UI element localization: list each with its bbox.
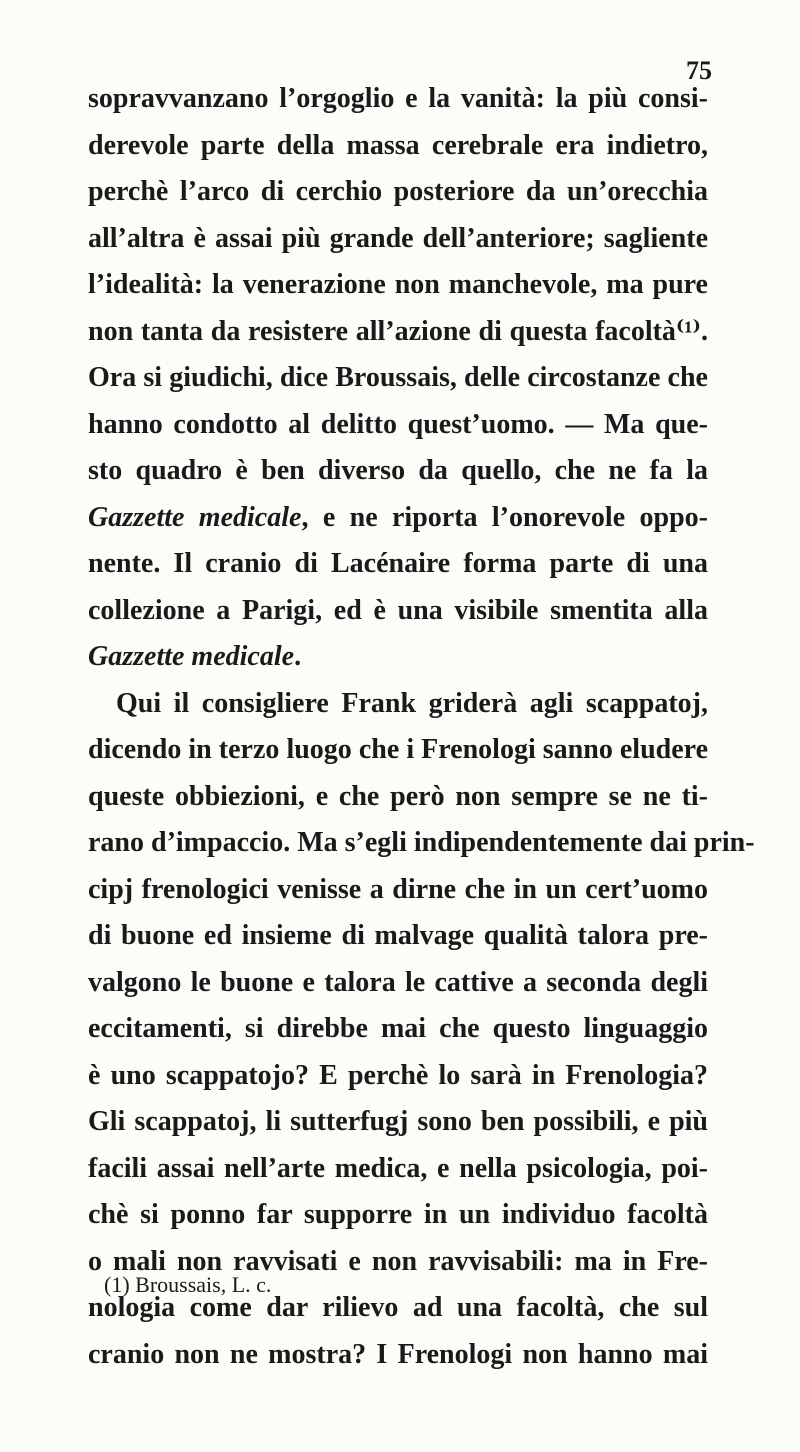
text-line: o mali non ravvisati e non ravvisabili: ma in Fre- <box>88 1245 708 1277</box>
text-line: chè si ponno far supporre in un individuo facoltà <box>88 1199 708 1230</box>
text-line: all’altra è assai più grande dell’anteriore; sagliente <box>88 222 708 254</box>
text-line: sopravvanzano l’orgoglio e la vanità: la più consi- <box>88 83 708 114</box>
text-line: è uno scappatojo? E perchè lo sarà in Frenologia? <box>88 1059 708 1091</box>
text-line: derevole parte della massa cerebrale era indietro, <box>88 129 708 161</box>
text-line: di buone ed insieme di malvage qualità talora pre- <box>88 920 708 951</box>
text-line: cranio non ne mostra? I Frenologi non hanno mai <box>88 1338 708 1370</box>
text-line: hanno condotto al delitto quest’uomo. — Ma que- <box>88 408 708 440</box>
text-line: non tanta da resistere all’azione di questa facoltà⁽¹⁾. <box>88 315 708 347</box>
text-line: nente. Il cranio di Lacénaire forma parte di una <box>88 548 708 579</box>
text-line: eccitamenti, si direbbe mai che questo linguaggio <box>88 1013 708 1044</box>
text-line: Ora si giudichi, dice Broussais, delle circostanze che <box>88 362 708 393</box>
text-line: Gazzette medicale. <box>88 641 302 672</box>
text-line: nologia come dar rilievo ad una facoltà, che sul <box>88 1292 708 1323</box>
text-line: Gli scappatoj, li sutterfugj sono ben possibili, e più <box>88 1106 708 1137</box>
text-line: rano d’impaccio. Ma s’egli indipendentemente dai prin- <box>88 827 755 858</box>
text-line: l’idealità: la venerazione non manchevole, ma pure <box>88 269 708 300</box>
text-line: perchè l’arco di cerchio posteriore da un’orecchia <box>88 176 708 207</box>
text-line: sto quadro è ben diverso da quello, che ne fa la <box>88 455 708 486</box>
page-number: 75 <box>686 56 712 85</box>
text-line: cipj frenologici venisse a dirne che in un cert’uomo <box>88 873 708 905</box>
text-line: queste obbiezioni, e che però non sempre se ne ti- <box>88 780 708 812</box>
text-line: collezione a Parigi, ed è una visibile smentita alla <box>88 594 708 626</box>
footnote: (1) Broussais, L. c. <box>104 1272 272 1297</box>
text-line: dicendo in terzo luogo che i Frenologi sanno eludere <box>88 734 708 765</box>
text-line: valgono le buone e talora le cattive a seconda degli <box>88 966 708 998</box>
body-text <box>88 76 755 1378</box>
text-line: Qui il consigliere Frank griderà agli scappatoj, <box>116 687 708 719</box>
text-line: Gazzette medicale, e ne riporta l’onorevole oppo- <box>88 501 708 533</box>
text-line: facili assai nell’arte medica, e nella psicologia, poi- <box>88 1152 708 1184</box>
